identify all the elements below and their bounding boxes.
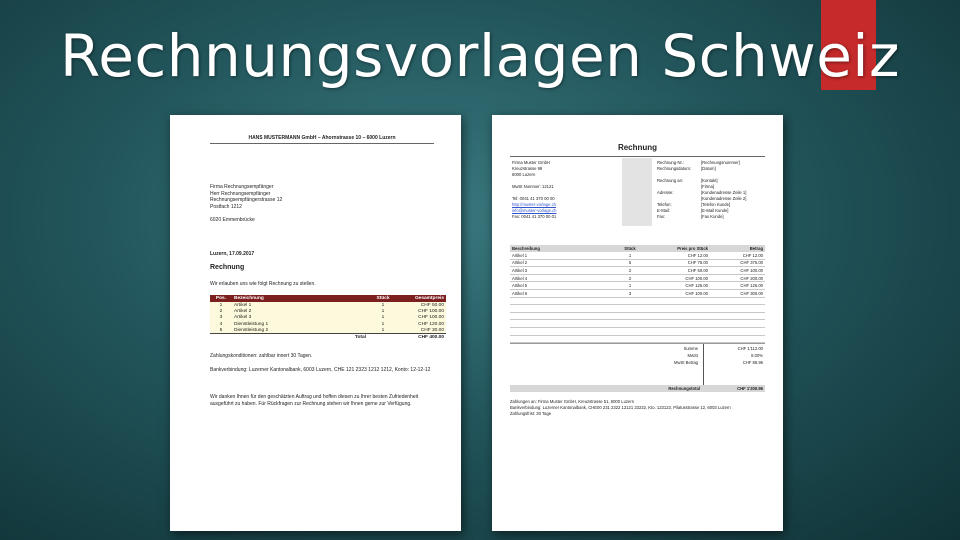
cell-price: CHF 100.00 xyxy=(398,308,446,314)
cell-qty: 1 xyxy=(368,308,398,314)
col-pos: Pos. xyxy=(210,295,232,302)
thanks-text xyxy=(210,394,430,407)
invoice-meta xyxy=(657,160,746,220)
col-desc: Beschreibung xyxy=(510,245,614,252)
cell-amount: CHF 200.00 xyxy=(710,274,765,282)
date-line: Luzern, 17.09.2017 xyxy=(210,251,255,257)
cell-qty xyxy=(614,327,646,335)
cell-amount xyxy=(710,305,765,313)
cell-amount xyxy=(710,320,765,328)
meta-value: [Kundenadresse Zeile 2] xyxy=(701,196,747,201)
cell-desc xyxy=(510,305,614,313)
table-row xyxy=(510,289,765,297)
cell-desc: Artikel 2 xyxy=(232,308,368,314)
cell-pos: 1 xyxy=(210,302,232,308)
meta-value: [E-Mail Kunde] xyxy=(701,208,729,213)
cell-amount: CHF 375.00 xyxy=(710,259,765,267)
cell-qty: 3 xyxy=(614,289,646,297)
cell-amount xyxy=(710,335,765,343)
invoice-heading: Rechnung xyxy=(210,264,245,271)
cell-qty: 1 xyxy=(368,302,398,308)
meta-value: [Kundenadresse Zeile 1] xyxy=(701,190,747,195)
cell-qty: 1 xyxy=(368,321,398,327)
recipient-line: Postfach 1212 xyxy=(210,203,242,210)
cell-unit xyxy=(646,297,710,305)
cell-desc: Artikel 2 xyxy=(510,259,614,267)
cell-price: CHF 50.00 xyxy=(398,302,446,308)
cell-amount: CHF 12.00 xyxy=(710,252,765,259)
table-row-empty xyxy=(510,327,765,335)
header-divider xyxy=(210,143,434,144)
cell-qty: 5 xyxy=(614,259,646,267)
recipient-line: Rechnungsempfängerstrasse 12 xyxy=(210,197,283,204)
cell-qty: 1 xyxy=(368,315,398,321)
cell-desc: Dienstleistung 1 xyxy=(232,321,368,327)
cell-desc: Artikel 3 xyxy=(232,315,368,321)
cell-unit xyxy=(646,327,710,335)
table-row xyxy=(510,282,765,290)
invoice-template-1 xyxy=(170,115,461,531)
table-row xyxy=(210,327,446,334)
cell-unit xyxy=(646,335,710,343)
cell-desc: Artikel 5 xyxy=(510,282,614,290)
cell-amount: CHF 300.00 xyxy=(710,289,765,297)
cell-unit: CHF 100.00 xyxy=(646,289,710,297)
cell-qty: 2 xyxy=(614,274,646,282)
meta-key: E-Mail: xyxy=(657,208,671,213)
table-row-empty xyxy=(510,312,765,320)
summary-row xyxy=(630,353,763,358)
cell-price: CHF 100.00 xyxy=(398,315,446,321)
meta-value: [Firma] xyxy=(701,184,715,189)
cell-qty xyxy=(614,312,646,320)
cell-desc xyxy=(510,297,614,305)
summary-key: Summe xyxy=(683,346,698,351)
cell-empty xyxy=(368,334,398,341)
fax: Fax: 0041 41 370 00 01 xyxy=(512,214,557,219)
table-row-empty xyxy=(510,305,765,313)
items-table xyxy=(210,295,446,341)
cell-desc xyxy=(510,327,614,335)
cell-pos: 2 xyxy=(210,308,232,314)
cell-unit: CHF 125.00 xyxy=(646,282,710,290)
col-price: Gesamtpreis xyxy=(398,295,446,302)
cell-unit: CHF 75.00 xyxy=(646,259,710,267)
cell-amount: CHF 125.00 xyxy=(710,282,765,290)
table-row xyxy=(510,259,765,267)
table-row-empty xyxy=(510,335,765,343)
cell-unit: CHF 100.00 xyxy=(646,274,710,282)
summary-value: 8.00% xyxy=(751,353,763,358)
table-row xyxy=(510,267,765,275)
intro-text: Wir erlauben uns wie folgt Rechnung zu stellen. xyxy=(210,281,316,287)
sender-line: HANS MUSTERMANN GmbH – Ahornstrasse 10 – 6000 Luzern xyxy=(248,135,396,141)
cell-pos: 5 xyxy=(210,327,232,334)
cell-unit xyxy=(646,312,710,320)
cell-desc: Artikel 6 xyxy=(510,289,614,297)
summary-key: MwSt Betrag xyxy=(674,360,698,365)
company-line: Firma Muster GmbH xyxy=(512,160,550,165)
cell-amount xyxy=(710,327,765,335)
cell-qty xyxy=(614,305,646,313)
col-amount: Betrag xyxy=(710,245,765,252)
total-value: CHF 400.00 xyxy=(398,334,446,341)
meta-key: Fax: xyxy=(657,214,666,219)
cell-qty: 2 xyxy=(614,267,646,275)
cell-desc xyxy=(510,335,614,343)
thanks-line: Wir danken Ihnen für den geschätzten Auftrag und hoffen diesen zu Ihrer besten Zufriedenheit xyxy=(210,394,419,400)
cell-unit: CHF 12.00 xyxy=(646,252,710,259)
total-label: Rechnungstotal xyxy=(668,386,700,391)
meta-key: Rechnungsdatum: xyxy=(657,166,691,171)
cell-qty: 1 xyxy=(614,282,646,290)
meta-key: Rechnung an: xyxy=(657,178,684,183)
recipient-line: Herr Rechnungsempfänger xyxy=(210,190,271,197)
bank-details: Bankverbindung: Luzerner Kantonalbank, 6003 Luzern, CHE 121 2323 1212 1212, Konto: 12-12-12 xyxy=(210,367,431,373)
cell-price: CHF 30.00 xyxy=(398,327,446,334)
cell-amount xyxy=(710,312,765,320)
invoice-template-2 xyxy=(492,115,783,531)
cell-desc: Artikel 3 xyxy=(510,267,614,275)
summary-value: CHF 1'112.00 xyxy=(737,346,763,351)
meta-key: Adresse: xyxy=(657,190,674,195)
col-qty: Stück xyxy=(368,295,398,302)
table-header-row xyxy=(210,295,446,302)
footer-line: Zahlungen an: Firma Muster GmbH, Kreuzstrasse 51, 6000 Luzern xyxy=(510,399,635,404)
website-link[interactable]: http://muster-vorlage.ch xyxy=(512,202,556,207)
col-qty: Stück xyxy=(614,245,646,252)
cell-pos: 3 xyxy=(210,315,232,321)
meta-value: [Fax Kunde] xyxy=(701,214,724,219)
cell-desc: Artikel 1 xyxy=(510,252,614,259)
vat-number: MwSt Nummer: 12121 xyxy=(512,184,554,189)
cell-qty xyxy=(614,320,646,328)
summary-row xyxy=(630,360,763,365)
total-label: Total xyxy=(232,334,368,341)
company-info xyxy=(512,160,557,220)
footer-line: Bankverbindung: Luzerner Kantonalbank, CHE00 231 2322 12121 23232, Kto. 123123, Pilatusstrasse 12, 6003 Luzern xyxy=(510,405,731,410)
table-row xyxy=(510,274,765,282)
cell-unit xyxy=(646,320,710,328)
header-divider xyxy=(510,156,765,157)
total-row xyxy=(210,334,446,341)
cell-qty: 1 xyxy=(368,327,398,334)
meta-value: [Kontakt] xyxy=(701,178,718,183)
table-row-empty xyxy=(510,297,765,305)
table-row xyxy=(510,252,765,259)
phone: Tel: 0041 41 370 00 00 xyxy=(512,196,555,201)
col-unit-price: Preis pro Stück xyxy=(646,245,710,252)
meta-value: [Rechnungsnummer] xyxy=(701,160,740,165)
cell-qty: 1 xyxy=(614,252,646,259)
email-link[interactable]: info@muster-vorlage.ch xyxy=(512,208,557,213)
total-value: CHF 1'200.96 xyxy=(737,386,763,391)
recipient-address xyxy=(210,184,282,210)
cell-desc: Artikel 1 xyxy=(232,302,368,308)
header-shading xyxy=(622,158,652,226)
cell-qty xyxy=(614,335,646,343)
cell-amount xyxy=(710,297,765,305)
meta-row xyxy=(657,214,746,220)
summary-key: MwSt xyxy=(687,353,698,358)
cell-desc xyxy=(510,312,614,320)
company-line: 6000 Luzern xyxy=(512,172,536,177)
payment-footer xyxy=(510,399,731,417)
meta-key: Rechnung-Nr.: xyxy=(657,160,684,165)
cell-unit: CHF 50.00 xyxy=(646,267,710,275)
table-header-row xyxy=(510,245,765,252)
cell-qty xyxy=(614,297,646,305)
col-desc: Bezeichnung xyxy=(232,295,368,302)
cell-pos: 4 xyxy=(210,321,232,327)
footer-line: Zahlungsfrist: 30 Tage xyxy=(510,411,552,416)
thanks-line: ausgeführt zu haben. Für Rückfragen zur Rechnung stehen wir Ihnen gerne zur Verfügung. xyxy=(210,400,412,407)
cell-empty xyxy=(210,334,232,341)
company-line: Kreuzstrasse 99 xyxy=(512,166,543,171)
cell-price: CHF 120.00 xyxy=(398,321,446,327)
cell-desc xyxy=(510,320,614,328)
payment-conditions: Zahlungskonditionen: zahlbar innert 30 Tagen. xyxy=(210,353,313,359)
recipient-line: Firma Rechnungsempfänger xyxy=(210,184,274,190)
meta-value: [Datum] xyxy=(701,166,716,171)
line-items-table xyxy=(510,245,765,343)
meta-key: Telefon: xyxy=(657,202,672,207)
cell-unit xyxy=(646,305,710,313)
summary-value: CHF 88.96 xyxy=(742,360,763,365)
slide-title: Rechnungsvorlagen Schweiz xyxy=(60,22,900,90)
cell-desc: Dienstleistung 2 xyxy=(232,327,368,334)
table-row-empty xyxy=(510,320,765,328)
cell-amount: CHF 100.00 xyxy=(710,267,765,275)
invoice-total-row xyxy=(510,385,765,392)
recipient-city: 6020 Emmenbrücke xyxy=(210,217,255,223)
summary-row xyxy=(630,346,763,351)
cell-desc: Artikel 4 xyxy=(510,274,614,282)
invoice-heading: Rechnung xyxy=(617,143,658,152)
meta-value: [Telefon Kunde] xyxy=(701,202,731,207)
